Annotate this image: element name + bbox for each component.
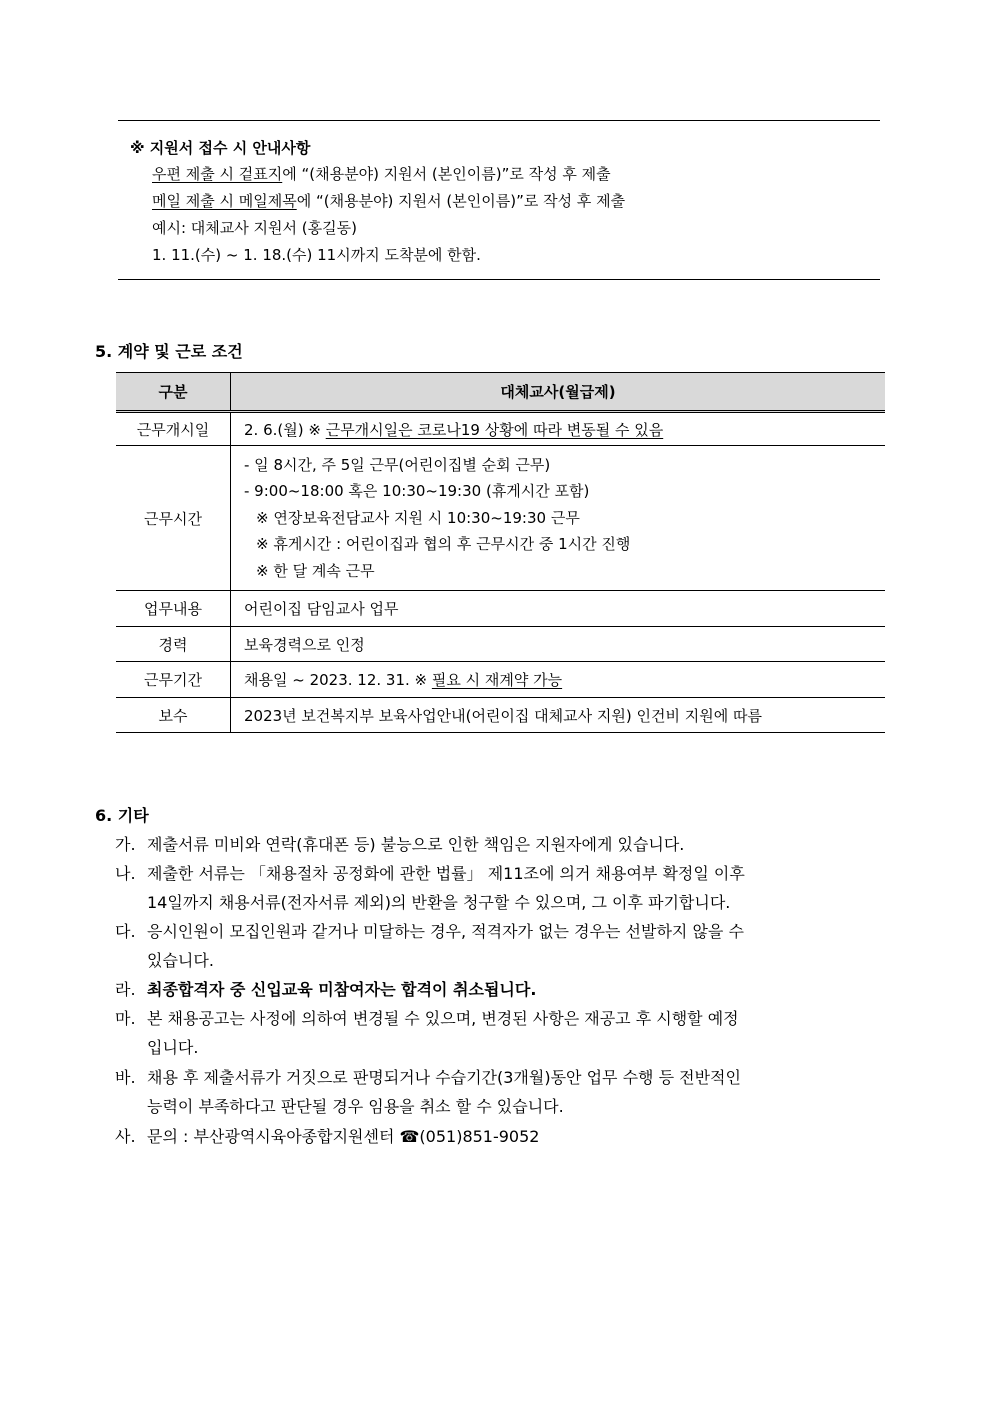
table-row (116, 412, 885, 446)
list-text: 본 채용공고는 사정에 의하여 변경될 수 있으며, 변경된 사항은 재공고 후 시행할 예정 (147, 1009, 739, 1028)
list-text-continuation: 입니다. (147, 1038, 199, 1057)
application-notice-box (118, 120, 880, 280)
notice-title: ※ 지원서 접수 시 안내사항 (130, 139, 311, 157)
table-row (116, 591, 885, 627)
row-value-work-hours (231, 446, 886, 591)
list-marker: 라. (115, 980, 136, 999)
list-text: 문의 : 부산광역시육아종합지원센터 ☎(051)851-9052 (147, 1127, 540, 1146)
row-label-period: 근무기간 (116, 662, 231, 698)
table-row (116, 698, 885, 733)
list-text-bold: 최종합격자 중 신입교육 미참여자는 합격이 취소됩니다. (147, 980, 537, 999)
notice-line-email (152, 190, 625, 211)
row-label-work-hours: 근무시간 (116, 446, 231, 591)
list-text: 제출서류 미비와 연락(휴대폰 등) 불능으로 인한 책임은 지원자에게 있습니다. (147, 835, 685, 854)
list-text: 제출한 서류는 「채용절차 공정화에 관한 법률」 제11조에 의거 채용여부 확정일 이후 (147, 864, 745, 883)
row-value-career: 보육경력으로 인정 (231, 627, 886, 662)
work-hours-line: ※ 한 달 계속 근무 (256, 561, 375, 580)
notice-line-mail-post (152, 163, 611, 184)
start-date-underlined: 근무개시일은 코로나19 상황에 따라 변동될 수 있음 (325, 420, 664, 439)
table-row (116, 446, 885, 591)
conditions-table (116, 372, 885, 733)
list-marker: 다. (115, 922, 136, 941)
row-value-period (231, 662, 886, 698)
list-text-continuation: 있습니다. (147, 951, 214, 970)
table-row (116, 627, 885, 662)
start-date-plain: 2. 6.(월) ※ (244, 420, 326, 439)
list-marker: 마. (115, 1009, 136, 1028)
row-label-duty: 업무내용 (116, 591, 231, 627)
table-header-row (116, 373, 885, 412)
notice-line-email-rest: 에 “(채용분야) 지원서 (본인이름)”로 작성 후 제출 (296, 192, 626, 210)
section-6-title: 6. 기타 (95, 806, 149, 825)
work-hours-line: ※ 연장보육전담교사 지원 시 10:30~19:30 근무 (256, 508, 580, 527)
header-category: 구분 (116, 373, 231, 412)
notice-line-deadline: 1. 11.(수) ~ 1. 18.(수) 11시까지 도착분에 한함. (152, 246, 481, 264)
row-label-start-date: 근무개시일 (116, 412, 231, 446)
work-hours-line: - 일 8시간, 주 5일 근무(어린이집별 순회 근무) (244, 455, 551, 474)
list-text-continuation: 능력이 부족하다고 판단될 경우 임용을 취소 할 수 있습니다. (147, 1097, 564, 1116)
list-text: 채용 후 제출서류가 거짓으로 판명되거나 수습기간(3개월)동안 업무 수행 등 전반적인 (147, 1068, 741, 1087)
list-marker: 나. (115, 864, 136, 883)
list-marker: 가. (115, 835, 136, 854)
row-value-duty: 어린이집 담임교사 업무 (231, 591, 886, 627)
table-row (116, 662, 885, 698)
notice-line-example: 예시: 대체교사 지원서 (홍길동) (152, 219, 357, 237)
notice-line-post-rest: 에 “(채용분야) 지원서 (본인이름)”로 작성 후 제출 (282, 165, 611, 183)
list-text-continuation: 14일까지 채용서류(전자서류 제외)의 반환을 청구할 수 있으며, 그 이후 파기합니다. (147, 893, 731, 912)
header-substitute-teacher: 대체교사(월급제) (231, 373, 886, 412)
list-marker: 사. (115, 1127, 136, 1146)
list-text: 응시인원이 모집인원과 같거나 미달하는 경우, 적격자가 없는 경우는 선발하지 않을 수 (147, 922, 744, 941)
notice-line-email-underlined: 메일 제출 시 메일제목 (152, 192, 297, 210)
row-label-pay: 보수 (116, 698, 231, 733)
row-label-career: 경력 (116, 627, 231, 662)
notice-line-post-underlined: 우편 제출 시 겉표지 (152, 165, 283, 183)
row-value-pay: 2023년 보건복지부 보육사업안내(어린이집 대체교사 지원) 인건비 지원에 따름 (231, 698, 886, 733)
period-plain: 채용일 ~ 2023. 12. 31. ※ (244, 671, 432, 689)
work-hours-line: ※ 휴게시간 : 어린이집과 협의 후 근무시간 중 1시간 진행 (256, 535, 631, 554)
work-hours-line: - 9:00~18:00 혹은 10:30~19:30 (휴게시간 포함) (244, 482, 590, 501)
list-marker: 바. (115, 1068, 136, 1087)
section-5-title: 5. 계약 및 근로 조건 (95, 342, 243, 361)
period-underlined: 필요 시 재계약 가능 (431, 671, 563, 689)
row-value-start-date (231, 412, 886, 446)
